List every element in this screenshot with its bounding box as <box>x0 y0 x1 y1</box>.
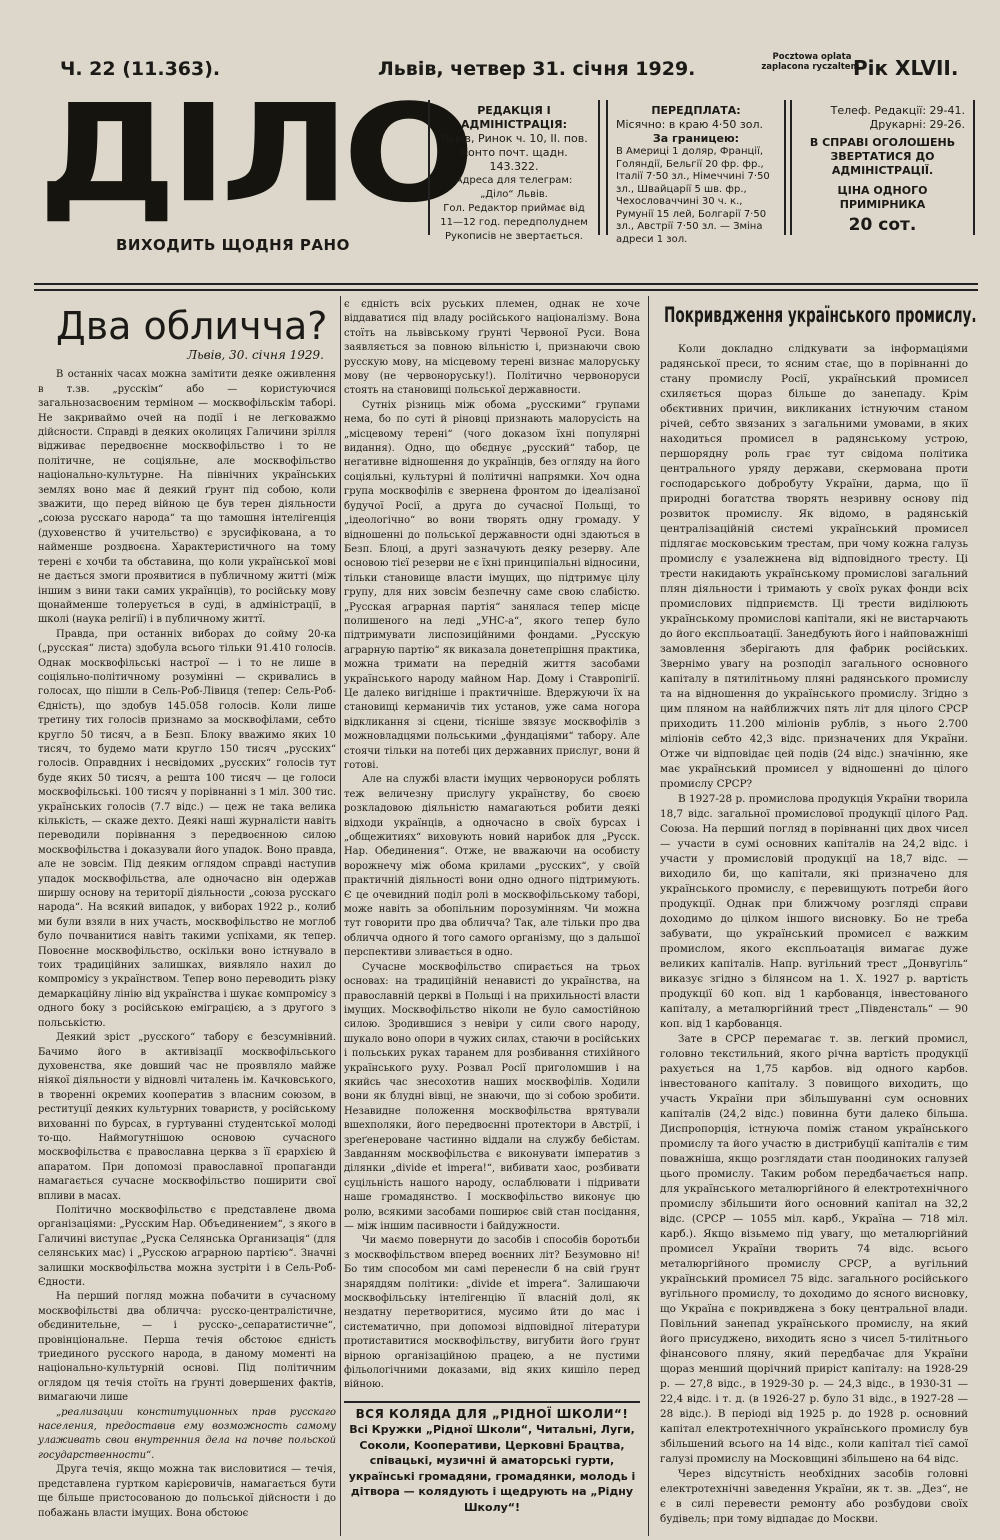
subscription-heading: ПЕРЕДПЛАТА: <box>651 104 741 117</box>
ridna-shkola-ad <box>344 1401 640 1516</box>
price-label: ЦІНА ОДНОГО ПРИМІРНИКА <box>837 184 928 211</box>
article-title: Покривдження українського промислу. <box>664 303 977 327</box>
phone-print: Друкарні: 29-26. <box>869 118 965 131</box>
article-paragraph: В 1927-28 р. промислова продукція України творила 18,7 відс. загальної промислової продукції цілого Рад. Союза. На перший погляд в порівнанні цих двох чисел — участи в сумі основних капіталів на 24,2 відс. і участи у промисловій продукції на 18,7 відс. — виходило би, що капітали, які призначено для українського промислу, є перевищують потреби його продукції. Однак при ближчому розгляді справи доходимо до цілком іншого висновку. Бо не треба забувати, що український промисел є важким промислом, якого експльоатація вимагає дуже великих капіталів. Напр. вугільний трест „Донвугіль“ виказує згідно з білянсом на 1. Х. 1927 р. вартість продукції 60 коп. від 1 карбованця, інвестованого капіталу, а металюргійний трест „Південсталь“ — 90 коп. від 1 карбованця. <box>660 793 968 1030</box>
phone-redaction: Телеф. Редакції: 29-41. <box>830 104 965 117</box>
article-quote: „реализации конституционных прав русскаго населения, предоставив ему возможность самому улаживать свои внутренния дела на почве польской государственности“. <box>38 1406 336 1461</box>
year-number: Рік XLVII. <box>853 56 959 80</box>
masthead <box>38 75 469 254</box>
article-industry <box>660 298 977 1527</box>
article-paragraph: На перший погляд можна побачити в сучасному москвофільстві два обличча: русско-централістичне, обєдинительне, — і русско-„сепаратистичне“, провінціональне. Перша течія обстоює єдність триединого русского народа, в даному моменті на національно-культурній основі. Під політичним оглядом ця течія стоїть на ґрунті довершених фактів, вимагаючи лише <box>38 1291 336 1404</box>
article-dateline: Львів, 30. січня 1929. <box>187 348 324 362</box>
redaction-heading: РЕДАКЦІЯ І АДМІНІСТРАЦІЯ: <box>461 104 567 131</box>
article-paragraph: Сучасне москвофільство спирається на трьох основах: на традиційній ненависті до українства, на православній церкві в Польщі і на прихильності власти імущих. Москвофільство ніколи не було самостійною силою. Зродившися з невіри у сили свого народу, шукало воно опори в чужих силах, стаючи в російських і польських руках таранем для розбивання стихійного українського руху. Розвал Росії приголомшив і на якийсь час знесохотив наших москвофілів. Ходили вони як блудні вівці, не знаючи, що зі собою зробити. Незавидне положення москвофільства врятували вшехполяки, його передвоєнні протектори в Австрії, і зреґенероване частинно віддали на службу бебістам. Завданням москвофільства є виконувати імператив з ділянки „divide et impera!“, вибивати хаос, розбивати суцільність нашого народу, ослаблювати і підривати наше громадянство. І москвофільство виконує цю ролю, всякими засобами поширює свій стан посідання, — між іншим пасивности і байдужности. <box>344 961 640 1232</box>
article-paragraph: Через відсутність необхідних засобів головні електротехнічні заведення України, як т. зв. „Дез“, не є в силі перевести ремонту або розбудови своїх будівель; при тому відпадає до Москви. <box>660 1468 968 1525</box>
article-two-faces-continued <box>344 298 640 1515</box>
article-paragraph: Сутніх різниць між обома „русскими“ групами нема, бо по суті й ріновці признають малорусість на „місцевому терені“ (чого доказом їхні популярні видання). Одно, що обєднує „русский“ табор, це негативне відношення до українців, без огляду на його соціяльні, культурні й політичні напрямки. Хоч одна група москвофілів є звернена фронтом до ідеалізаної будучої Росії, а друга до сучасної Польщі, то „ідеологічно“ во вони творять одну громаду. У відношенні до польської державности одні здаються в Безп. Блоці, а другі зазначують деяку резерву. Але основою тієї резерви не є їхні принципіальні відносини, тільки становище власти імущих, що підтримує цілу групу, для них зовсім безпечну саме свою слабістю. „Русская аграрная партія“ занялася тепер місце полишеного на леді „УНС-а“, якого тепер було підтримувати лиспозиційними фондами. „Русскую аграрную партію“ як виказала донетепрішня практика, можна тримати на передній життя засобами українського народу майном Нар. Дому і Ставропігії. Це далеко вигідніше і практичніше. Вдержуючи їх на становищі керманичів тих установ, уже сама ногора відкликання зі сцени, тісніше звязує москвофілів з можновладцями польськими „фундаціями“ табору. Але стоячи тільки на потебі цих державних прислуг, вони й готові. <box>344 399 640 771</box>
redaction-account: Конто почт. щадн. 143.322. <box>460 146 568 173</box>
date-line: Львів, четвер 31. січня 1929. <box>378 58 696 80</box>
info-box <box>790 100 975 235</box>
article-paragraph: Коли докладно слідкувати за інформаціями радянської преси, то ясним стає, що в порівнанні до стану промислу Росії, український промисел схиляється щораз більше до занепаду. Крім обєктивних причин, викликаних істнуючим станом річей, себто звязаних з загальними умовами, в яких находиться промисел в радянському устрою, першорядну роль грає тут свідома політика центрального уряду держави, скермована проти господарського добробуту України, дарма, що її природні богатства творять незривну основу під розвиток промислу. Як відомо, в радянській централізаційній системі український промисел підлягає московським трестам, при чому кожна галузь промислу є узалежнена від відповідного тресту. Ці трести накидають українському промислові загальний плян діяльности і тримають у своїх руках фонди всіх промислових підприємств. Ці трести виділюють українському промислові капітали, які не вистарчають до його експльоатації. Занедбують його і найповажніші замовлення зберігають для фабрик російських. Звернімо увагу на розподіл загального основного капіталу в пятилітньому пляні радянського промислу та на відношення до українського промислу. Згідно з цим пляном на найближчих пять літ для цілого СРСР приходить 11.200 міліонів рублів, з нього 2.700 міліонів себто 42,3 відс. призначених для України. Отже чи відповідає цей подів (24 відс.) значінню, яке має український промисел у відношенні до цілого промислу СРСР? <box>660 343 968 790</box>
subscription-abroad-text: В Америці 1 доляр, Франції, Голяндії, Бельгії 20 фр. фр., Італії 7·50 зл., Німеччині 7·50 зл., Швайцарії 5 шв. фр., Чехословаччині 30 ч. к., Румунії 15 лей, Болгарії 7·50 зл., Австрії 7·50 зл. — Зміна адреси 1 зол. <box>616 146 770 245</box>
subscription-abroad-heading: За границею: <box>652 132 740 145</box>
article-two-faces <box>38 298 336 1521</box>
redaction-editor-hours: Гол. Редактор приймає від 11—12 год. передполуднем <box>440 203 588 228</box>
article-paragraph: Друга течія, якщо можна так висловитися — течія, представлена гуртком карієровичів, намагається бути ще більше пристосованою до польської дійсности і до побажань власти імущих. Вона обстоює <box>38 1464 336 1519</box>
redaction-manuscripts: Рукописів не звертається. <box>445 231 583 242</box>
redaction-address: Львів, Ринок ч. 10, II. пов. <box>440 132 588 145</box>
article-paragraph: Зате в СРСР перемагає т. зв. легкий промисл, головно текстильний, якого річна вартість продукції рахується на 1,75 карбов. від одного карбов. інвестованого капіталу. З повищого виходить, що участь України при збільшуванні сум основних капіталів (24,2 відс.) повинна бути далеко більша. Диспропорція, істнуюча поміж станом українського промислу та його участю в дистрибуції капіталів є тим поважніша, якщо розглядати стан поодиноких галузей цього промислу. Таким робом передбачається напр. для українського металюргійного й електротехнічного промислу збільшити його основний капітал на 32,2 відс. (СРСР — 1055 міл. карб., Україна — 718 міл. карб.). Якщо візьмемо під увагу, що металюргійний промисел України творить 74 відс. всього металюргійного промислу СРСР, а вугільний український промисел 75 відс. загального російського вугільного промислу, то доходимо до ясного висновку, що Україна є покривджена з боку центральної влади. Повільний занепад українського промислу, на який його присуджено, виходить ясно з чисел 5-тилітнього фінансового пляну, який передбачає для України щораз менший щорічний приріст капіталу: на 1928-29 р. — 27,8 відс., в 1929-30 р. — 24,3 відс., в 1930-31 — 22,4 відс. і т. д. (в 1926-27 р. було 31 відс., в 1927-28 — 28 відс.). В періоді від 1925 р. до 1928 р. основний капітал електротехнічного українського промислу був збільшений всього на 14 відс., коли капітал тієї самої галузі промислу на Московщині збільшено на 64 відс. <box>660 1033 968 1465</box>
column-divider-2 <box>648 296 649 1536</box>
newspaper-title: ДІЛО <box>38 75 469 233</box>
postal-note: Pocztowa oplata zaplacona ryczaltem. <box>761 52 863 72</box>
notices-text: В СПРАВІ ОГОЛОШЕНЬ ЗВЕРТАТИСЯ ДО АДМІНІСТРАЦІЇ. <box>809 136 956 177</box>
subscription-box <box>606 100 786 245</box>
header-rule-bottom <box>34 289 978 291</box>
price-value: 20 сот. <box>848 215 917 235</box>
subscription-monthly: Місячно: в краю 4·50 зол. <box>616 118 764 131</box>
article-paragraph: В останніх часах можна замітити деяке оживлення в т.зв. „русскім“ або — користуючися загальнозасвоєним терміном — москвофільскім таборі. Не закриваймо очей на події і не легковажмо дійсности. Справді в деяких околицях Галичини зрілля відживає передвоєнне москвофільство і то не політичне, не соціяльне, але москвофільство національно-культурне. На північних українських землях воно має й деякий ґрунт під собою, коли зважити, що перед війною це був терен діяльности „союза русскаго народа“ та що тамошня інтелігенція (духовенство й учительство) є зрусифікована, а то найменше роздвоєна. Характеристичного на тому терені є хочби та обставина, що коли української мові не дається змоги проявитися в публичному житті (між іншим з вини таки самих українців), то російську мову щонайменше толерується в суді, в адміністрації, в школі (наука релігії) і в публичному життї. <box>38 369 336 626</box>
article-paragraph: Політично москвофільство є представлене двома організаціями: „Русским Нар. Объединением“, з якого в Галичині виступає „Руска Селянська Организація“ (для селянських мас) і „Русскою аграрною партією“. Значні залишки москвофільства можна зустріти і в Сель-Роб-Єдности. <box>38 1204 336 1288</box>
redaction-box <box>428 100 600 242</box>
article-paragraph: є єдність всіх руських племен, однак не хоче віддаватися під владу російського націоналізму. Вона стоїть на львівському ґрунті Червоної Руси. Вона заявляється за повною вільністю і, признаючи свою русскую мову, на місцевому терені визнає малоруську мову (не червоноруську!). Політично червоноруси стоять на становищі польської державности. <box>344 299 640 397</box>
header-rule-top <box>34 283 978 285</box>
newspaper-subtitle: ВИХОДИТЬ ЩОДНЯ РАНО <box>116 236 350 254</box>
ad-text: Всі Кружки „Рідної Школи“, Читальні, Луги, Соколи, Кооперативи, Церковні Брацтва, співацькі, музичні й аматорські гурти, українські громадяни, громадянки, молодь і дітвора — колядують і щедрують на „Рідну Школу“! <box>348 1423 636 1514</box>
redaction-telegram: Адреса для телеграм: „Діло“ Львів. <box>455 175 573 200</box>
article-title: Два обличча? <box>56 304 328 348</box>
article-paragraph: Правда, при останніх виборах до сойму 20-ка („русская“ листа) здобула всього тільки 91.410 голосів. Однак москвофільські настрої — і то не лише в соціяльно-політичному розумінні — скривались в голосах, що пішли в Сель-Роб-Лівиця (тепер: Сель-Роб-Єдність), що здобув 145.058 голосів. Коли лише третину тих голосів признамо за москвофілами, себто круглo 50 тисяч, а в Безп. Блоку вважимо яких 10 тисяч, то будемо мати круглo 150 тисяч „русских“ голосів. Оправдних і несвідомих „русских“ голосів тут буде яких 50 тисяч, а решта 100 тисяч — це голоси москвофільські. 100 тисяч у порівнанні з 1 міл. 300 тис. українських голосів (7.7 відс.) — цеж не така велика кількість, — скаже дехто. Деякі наші журналісти навіть переводили порівнання з передвоєнною силою москвофільства і доказували його упадок. Воно правда, але не зовсім. Під деяким оглядом справді наступив упадок москвофільства, але одночасно він одержав ширшу основу на території діяльности „союза русскаго народа“. На всякий випадок, у виборах 1922 р., колиб ми були взяли в них участь, москвофільство не моглоб було почванитися навіть такими успіхами, як тепер. Повоєнне москвофільство, оскільки воно істнувало в тоих традиційних залишках, виявляло нахил до компромісу з українством. Тепер воно переводить різку демаркаційну лінію від українства і шукає компромісу з одного боку з російською еміграцією, а з другого з польськістю. <box>38 628 336 1029</box>
column-divider-1 <box>340 296 341 1536</box>
ad-title: ВСЯ КОЛЯДА ДЛЯ „РІДНОЇ ШКОЛИ“! <box>355 1406 629 1421</box>
article-paragraph: Чи маємо повернути до засобів і способів боротьби з москвофільством вперед воєнних літ? Безумовно ні! Бо тим способом ми самі перенесли б на свій ґрунт знаряддям політики: „divide et impera“. Залишаючи москвофільську інтелігенцію її власній долі, як нездатну перетворитися, мусимо йти до мас і систематично, при допомозі відповідної літератури протиставитися москвофільству, вигубити його ґрунт вірною організаційною працею, а не пустими фільологічними доказами, від яких кишіло перед війною. <box>344 1235 640 1391</box>
article-paragraph: Але на службі власти імущих червоноруси роблять теж величезну прислугу українству, бо своєю розкладовою діяльністю намагаються робити деякі відходи українців, а одночасно в своїх бурсах і „общежитиях“ виховують новий нарибок для „Русск. Нар. Обединения“. Отже, не вважаючи на особисту ворожнечу між обома крилами „русских“, у своїй практичній діяльності вони одно одного підтримують. Є це очевидний поділ ролі в москвофільському таборі, може навіть за обопільним порозумінням. Чи можна тут говорити про два обличча? Так, але тільки про два обличча одного й того самого організму, що з дальшої перспективи зливається в одно. <box>344 774 640 959</box>
article-paragraph: Деякий зріст „русского“ табору є безсумнівний. Бачимо його в активізації москвофільського духовенства, яке довший час не проявляло майже ніякої діяльности у відновлі читалень ім. Качковського, в творенні окремих кооператив з власним союзом, в реституції деяких культурних товариств, у російському вихованні по бурсах, в гуртуванні студентської молоді то-що. Наймогутнішою основою сучасного москвофільства є православна церква з її єрархією й апаратом. При допомозі православної пропаганди намагається сучасне москвофільство поширити свої впливи в масах. <box>38 1032 336 1202</box>
issue-number: Ч. 22 (11.363). <box>60 58 221 80</box>
